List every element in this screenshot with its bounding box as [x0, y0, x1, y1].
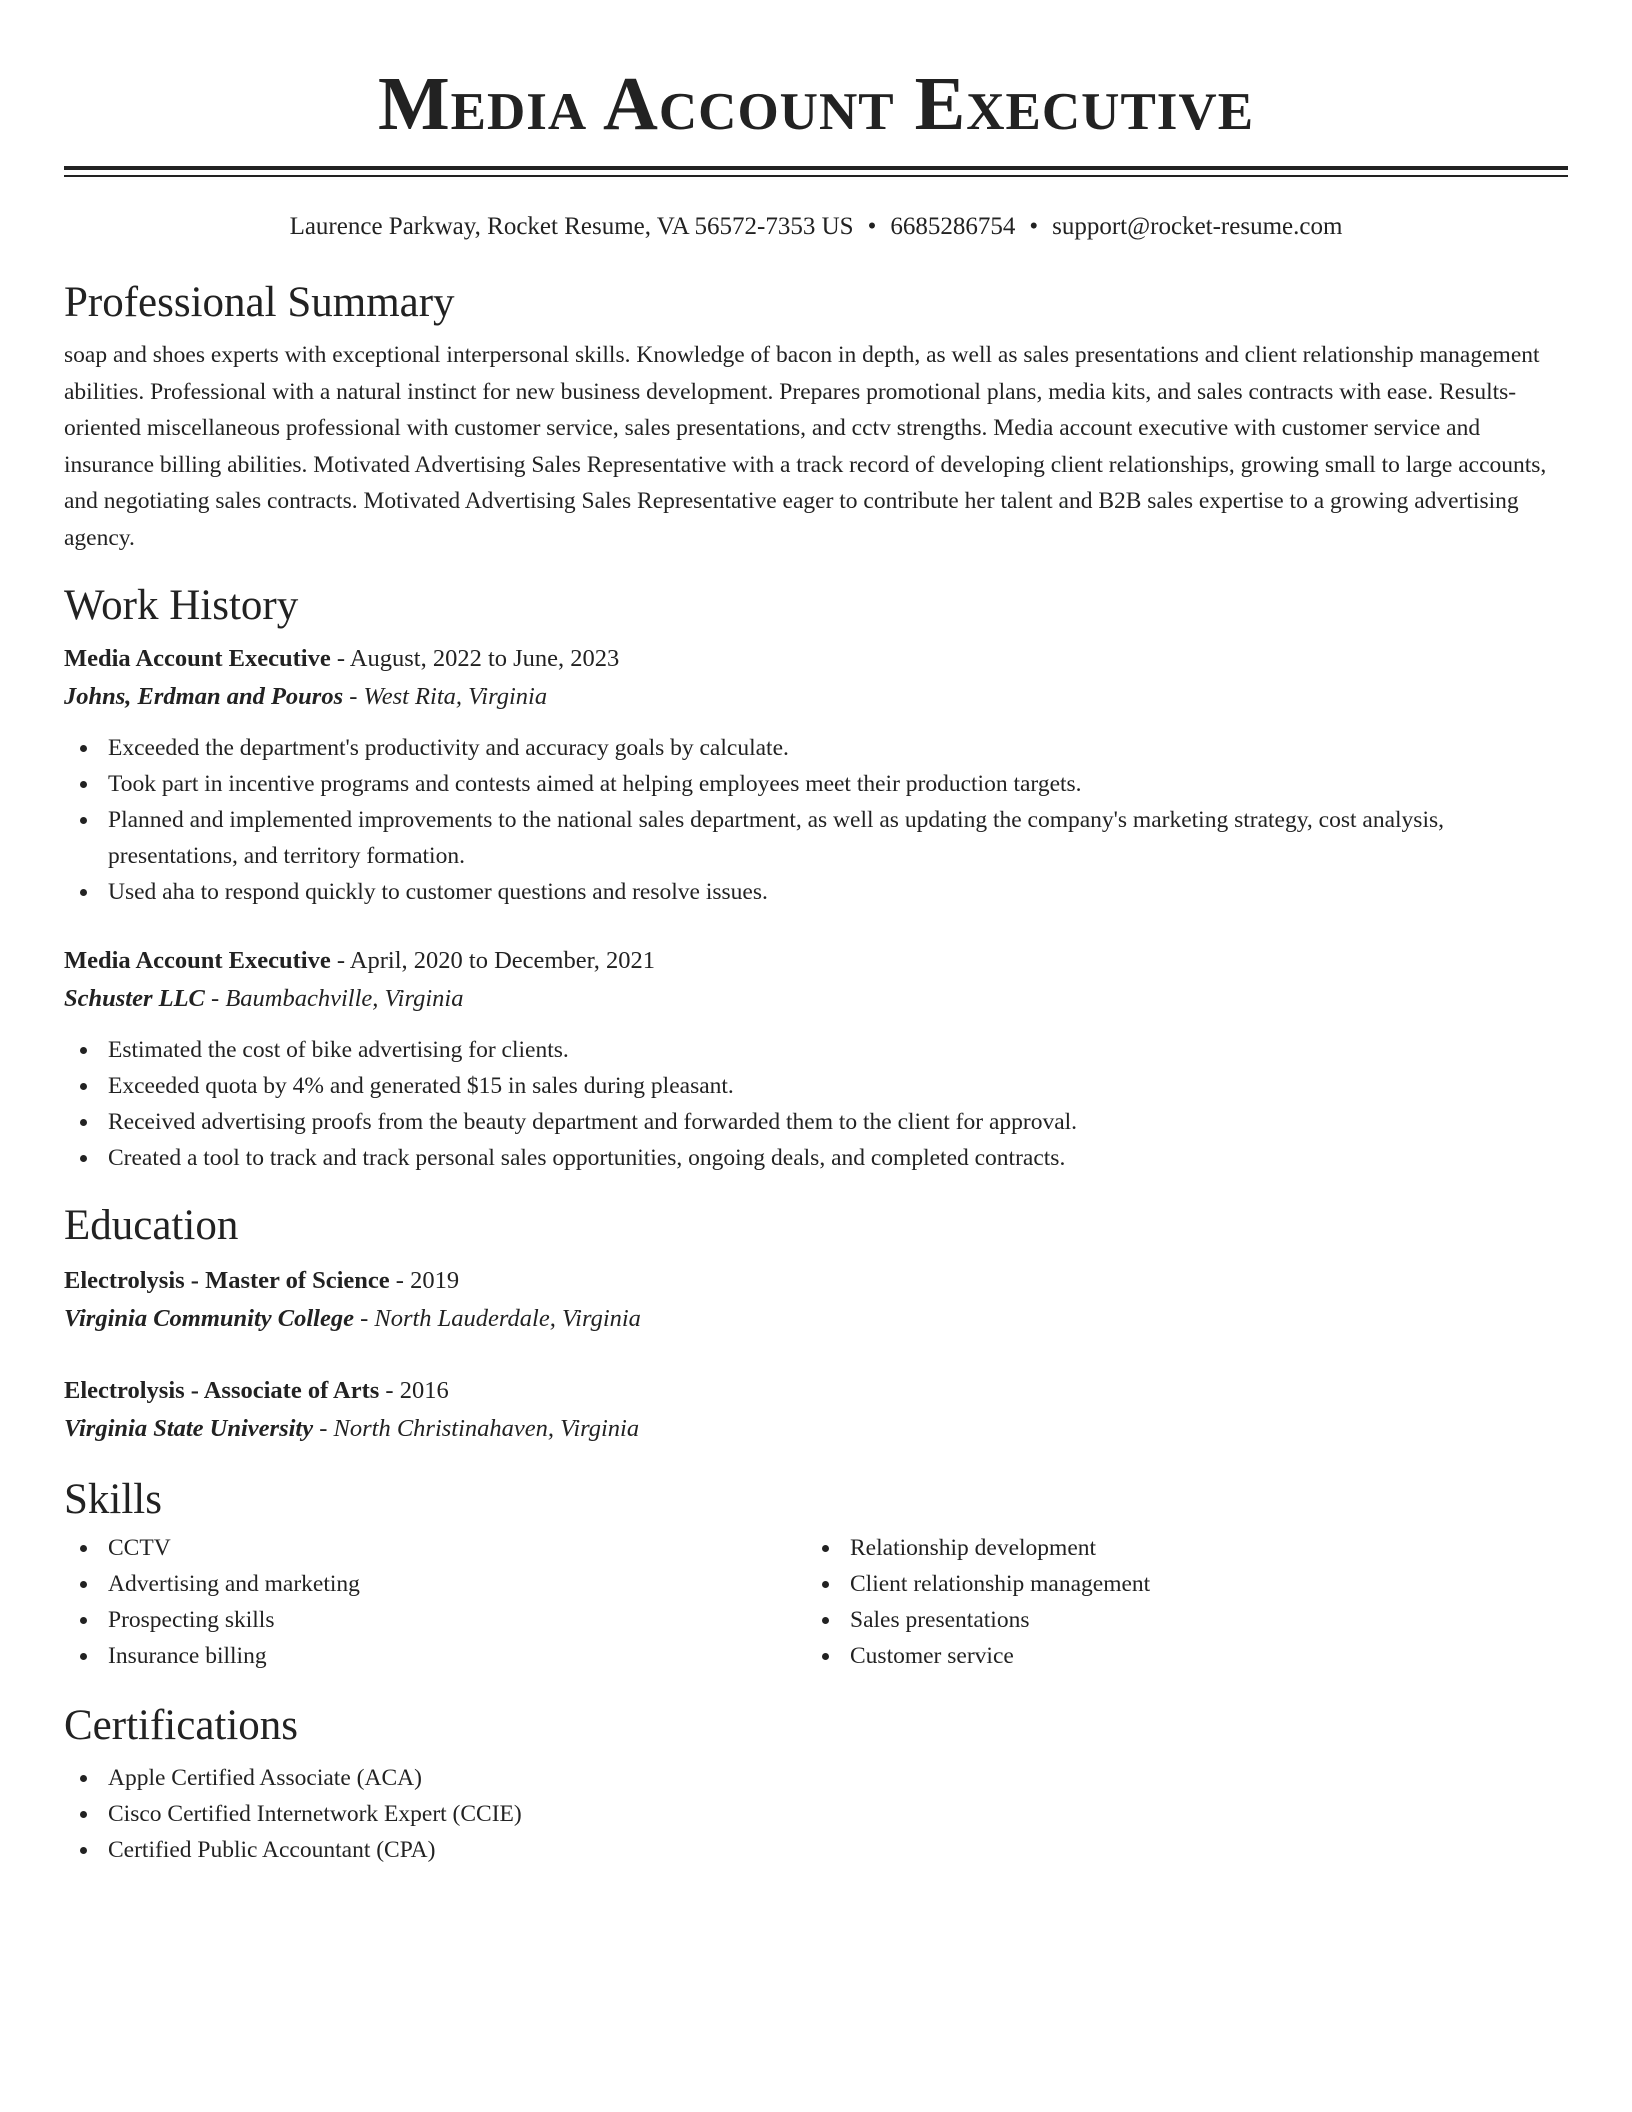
education-degree-line — [64, 1262, 1568, 1300]
resume-title: Media Account Executive — [377, 62, 1255, 146]
work-history-heading: Work History — [64, 582, 299, 629]
job-title: Media Account Executive — [64, 947, 331, 974]
education-location: - North Lauderdale, Virginia — [353, 1305, 641, 1332]
contact-email: support@rocket-resume.com — [1052, 213, 1343, 240]
job-bullet: Took part in incentive programs and contests aimed at helping employees meet their production targets. — [64, 766, 1568, 802]
job-bullet: Planned and implemented improvements to the national sales department, as well as updating the company's marketing strategy, cost analysis, presentations, and territory formation. — [64, 802, 1568, 874]
skill-item: Sales presentations — [806, 1602, 1548, 1638]
job-location: - West Rita, Virginia — [343, 683, 548, 710]
job-entry — [64, 942, 1568, 1176]
job-entry — [64, 640, 1568, 910]
job-bullet: Used aha to respond quickly to customer questions and resolve issues. — [64, 874, 1568, 910]
job-title-line — [64, 640, 1568, 678]
skill-item: Advertising and marketing — [64, 1566, 806, 1602]
contact-phone: 6685286754 — [890, 213, 1016, 240]
education-school: Virginia Community College — [64, 1305, 354, 1332]
header-rule-thin — [64, 175, 1568, 177]
certifications-heading: Certifications — [64, 1702, 299, 1749]
contact-line — [64, 211, 1568, 243]
job-company-line — [64, 980, 1568, 1018]
education-year: - 2016 — [379, 1377, 449, 1404]
skills-column-left — [64, 1530, 806, 1674]
education-entry — [64, 1262, 1568, 1338]
skill-item: Customer service — [806, 1638, 1548, 1674]
certification-item: Apple Certified Associate (ACA) — [64, 1760, 1568, 1796]
job-company: Schuster LLC — [64, 985, 205, 1012]
contact-separator: • — [867, 213, 877, 240]
skill-item: Insurance billing — [64, 1638, 806, 1674]
contact-address: Laurence Parkway, Rocket Resume, VA 56572-7353 US — [289, 213, 854, 240]
certifications-list — [64, 1760, 1568, 1868]
job-dates: - April, 2020 to December, 2021 — [330, 947, 656, 974]
job-bullet: Received advertising proofs from the beauty department and forwarded them to the client for approval. — [64, 1104, 1568, 1140]
job-title-line — [64, 942, 1568, 980]
job-location: - Baumbachville, Virginia — [204, 985, 464, 1012]
skill-item: CCTV — [64, 1530, 806, 1566]
education-degree: Electrolysis - Master of Science — [64, 1267, 390, 1294]
education-school: Virginia State University — [64, 1415, 314, 1442]
job-bullet: Exceeded quota by 4% and generated $15 in sales during pleasant. — [64, 1068, 1568, 1104]
job-bullets — [64, 1032, 1568, 1176]
skill-item: Prospecting skills — [64, 1602, 806, 1638]
job-dates: - August, 2022 to June, 2023 — [330, 645, 620, 672]
education-year: - 2019 — [389, 1267, 460, 1294]
education-school-line — [64, 1300, 1568, 1338]
skills-column-right — [806, 1530, 1548, 1674]
skills-list — [64, 1530, 1568, 1674]
summary-text: soap and shoes experts with exceptional interpersonal skills. Knowledge of bacon in depth, as well as sales presentations and client relationship management abilities. Professional with a natural instinct for new business development. Prepares promotional plans, media kits, and sales contracts with ease. Results-oriented miscellaneous professional with customer service, sales presentations, and cctv strengths. Media account executive with customer service and insurance billing abilities. Motivated Advertising Sales Representative with a track record of developing client relationships, growing small to large accounts, and negotiating sales contracts. Motivated Advertising Sales Representative eager to contribute her talent and B2B sales expertise to a growing advertising agency. — [64, 342, 1547, 551]
education-degree: Electrolysis - Associate of Arts — [64, 1377, 380, 1404]
education-school-line — [64, 1410, 1568, 1448]
certification-item: Certified Public Accountant (CPA) — [64, 1832, 1568, 1868]
skills-heading: Skills — [64, 1476, 162, 1523]
education-location: - North Christinahaven, Virginia — [313, 1415, 640, 1442]
job-bullet: Exceeded the department's productivity and accuracy goals by calculate. — [64, 730, 1568, 766]
job-title: Media Account Executive — [64, 645, 331, 672]
skill-item: Relationship development — [806, 1530, 1548, 1566]
contact-separator: • — [1029, 213, 1039, 240]
job-bullet: Estimated the cost of bike advertising for clients. — [64, 1032, 1568, 1068]
education-heading: Education — [64, 1202, 239, 1249]
education-degree-line — [64, 1372, 1568, 1410]
summary-heading: Professional Summary — [64, 279, 455, 326]
job-bullets — [64, 730, 1568, 910]
job-company-line — [64, 678, 1568, 716]
education-entry — [64, 1372, 1568, 1448]
skill-item: Client relationship management — [806, 1566, 1548, 1602]
certification-item: Cisco Certified Internetwork Expert (CCIE) — [64, 1796, 1568, 1832]
job-company: Johns, Erdman and Pouros — [64, 683, 344, 710]
job-bullet: Created a tool to track and track personal sales opportunities, ongoing deals, and completed contracts. — [64, 1140, 1568, 1176]
